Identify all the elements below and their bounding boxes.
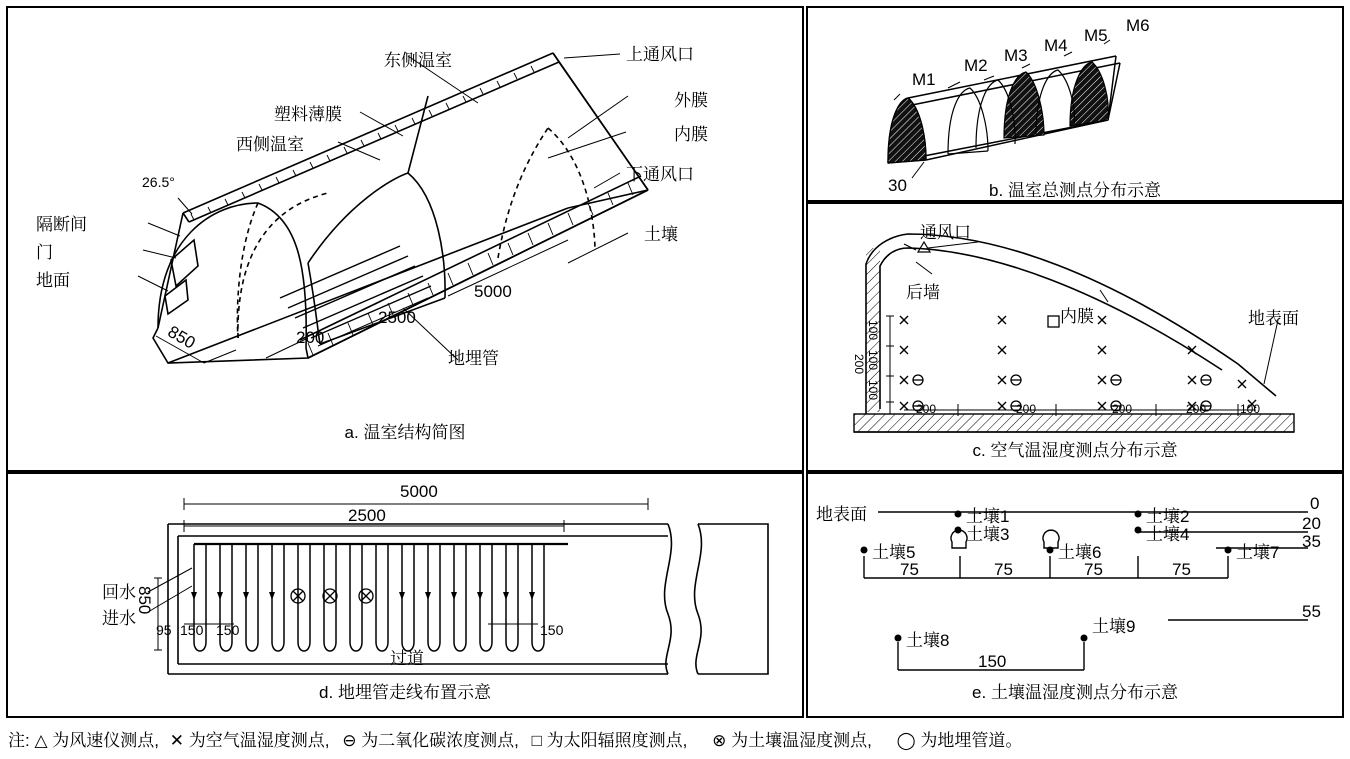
depth-35: 35 — [1302, 532, 1321, 551]
dim-d-150-a: 150 — [180, 622, 204, 638]
label-soil6: 土壤6 — [1058, 543, 1102, 562]
label-soil5: 土壤5 — [872, 543, 916, 562]
dim-c-100-end: 100 — [1240, 402, 1261, 416]
legend-text-anemometer: 为风速仪测点, — [52, 731, 160, 750]
label-m4: M4 — [1044, 36, 1068, 55]
dim-2500: 2500 — [378, 308, 416, 327]
dim-c-100-a: 100 — [866, 320, 880, 341]
label-m5: M5 — [1084, 26, 1108, 45]
label-m2: M2 — [964, 56, 988, 75]
dim-e-150: 150 — [978, 652, 1007, 671]
label-b-30: 30 — [888, 176, 907, 195]
label-soil8: 土壤8 — [906, 631, 950, 650]
label-plastic-film: 塑料薄膜 — [274, 105, 342, 124]
label-partition-room: 隔断间 — [36, 215, 87, 234]
label-return-water: 回水 — [102, 583, 136, 602]
label-east-greenhouse: 东侧温室 — [384, 51, 452, 70]
panel-c-drawing — [808, 204, 1342, 470]
dim-d-5000: 5000 — [400, 482, 438, 501]
label-back-wall: 后墙 — [906, 283, 940, 302]
dim-c-200-2: 200 — [1016, 402, 1037, 416]
label-ground: 地面 — [36, 271, 70, 290]
dim-d-150-b: 150 — [216, 622, 240, 638]
label-m1: M1 — [912, 70, 936, 89]
dim-c-100-b: 100 — [866, 350, 880, 371]
dim-d-150-c: 150 — [540, 622, 564, 638]
legend-symbol-solar: □ — [531, 731, 542, 750]
label-soil1: 土壤1 — [966, 507, 1010, 526]
legend-text-soil: 为土壤温湿度测点, — [731, 731, 872, 750]
dim-e-75-b: 75 — [994, 560, 1013, 579]
dim-e-75-c: 75 — [1084, 560, 1103, 579]
dim-e-75-a: 75 — [900, 560, 919, 579]
label-m3: M3 — [1004, 46, 1028, 65]
dim-d-2500: 2500 — [348, 506, 386, 525]
depth-55: 55 — [1302, 602, 1321, 621]
legend-symbol-air-temp: ✕ — [169, 731, 184, 750]
depth-20: 20 — [1302, 514, 1321, 533]
panel-c-caption: c. 空气温湿度测点分布示意 — [972, 441, 1178, 460]
dim-d-850: 850 — [135, 586, 154, 615]
label-surface: 地表面 — [1248, 309, 1299, 328]
depth-0: 0 — [1310, 494, 1320, 513]
dim-850: 850 — [164, 322, 199, 353]
dim-e-75-d: 75 — [1172, 560, 1191, 579]
label-door: 门 — [36, 243, 53, 262]
label-m6: M6 — [1126, 16, 1150, 35]
dim-200: 200 — [296, 328, 325, 347]
label-soil9: 土壤9 — [1092, 617, 1136, 636]
panel-e-soil-points — [806, 472, 1344, 718]
dim-5000: 5000 — [474, 282, 512, 301]
legend-note — [8, 726, 1348, 751]
label-soil: 土壤 — [644, 225, 678, 244]
label-soil4: 土壤4 — [1146, 525, 1190, 544]
label-supply-water: 进水 — [102, 609, 136, 628]
label-lower-vent: 下通风口 — [626, 165, 694, 184]
dim-c-200-3: 200 — [1112, 402, 1133, 416]
label-soil7: 土壤7 — [1236, 543, 1280, 562]
legend-text-pipe: 为地埋管道。 — [920, 731, 1023, 750]
panel-a-drawing — [8, 8, 802, 470]
legend-text-solar: 为太阳辐照度测点, — [546, 731, 688, 750]
panel-e-caption: e. 土壤温湿度测点分布示意 — [972, 683, 1178, 702]
dim-c-200-1: 200 — [916, 402, 937, 416]
label-vent: 通风口 — [920, 223, 971, 242]
label-e-surface: 地表面 — [816, 505, 867, 524]
panel-c-air-temp-humidity-points — [806, 202, 1344, 472]
panel-b-caption: b. 温室总测点分布示意 — [989, 181, 1161, 200]
dim-c-200-4: 200 — [1186, 402, 1207, 416]
panel-b-drawing — [808, 8, 1342, 200]
label-angle: 26.5° — [142, 174, 175, 190]
label-buried-pipe: 地埋管 — [448, 349, 499, 368]
legend-symbol-co2: ⊖ — [342, 731, 357, 750]
panel-a-caption: a. 温室结构简图 — [344, 423, 466, 442]
panel-d-buried-pipe-layout — [6, 472, 804, 718]
legend-text-air-temp: 为空气温湿度测点, — [188, 731, 330, 750]
label-inner-film: 内膜 — [674, 125, 708, 144]
label-aisle: 过道 — [390, 649, 424, 668]
label-upper-vent: 上通风口 — [626, 45, 694, 64]
legend-symbol-anemometer: △ — [34, 731, 48, 750]
panel-b-measure-points-overview — [806, 6, 1344, 202]
legend-symbol-pipe: ◯ — [896, 731, 916, 750]
dim-c-200-left: 200 — [852, 354, 866, 375]
legend-prefix: 注: — [8, 731, 30, 750]
label-inner-film-c: 内膜 — [1060, 307, 1094, 326]
dim-c-100-c: 100 — [866, 380, 880, 401]
legend-symbol-soil: ⊗ — [712, 731, 727, 750]
panel-d-caption: d. 地埋管走线布置示意 — [319, 683, 491, 702]
label-soil2: 土壤2 — [1146, 507, 1190, 526]
label-outer-film: 外膜 — [674, 91, 708, 110]
label-west-greenhouse: 西侧温室 — [236, 135, 304, 154]
panel-a-greenhouse-structure — [6, 6, 804, 472]
label-soil3: 土壤3 — [966, 525, 1010, 544]
legend-text-co2: 为二氧化碳浓度测点, — [361, 731, 519, 750]
dim-d-95: 95 — [156, 622, 172, 638]
